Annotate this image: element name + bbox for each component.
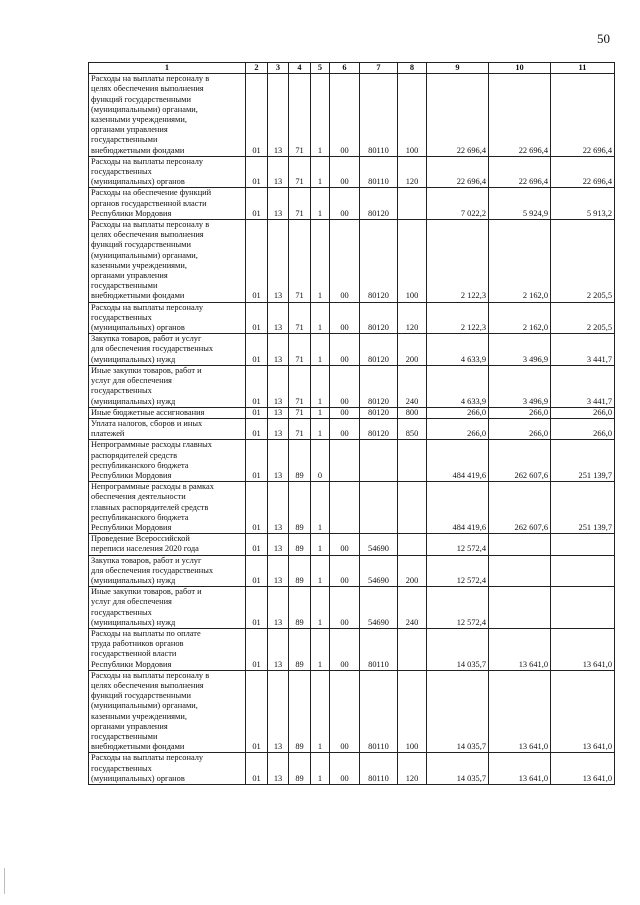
cell-c3: 13 bbox=[268, 753, 289, 785]
cell-c3: 13 bbox=[268, 440, 289, 482]
cell-c10: 2 162,0 bbox=[489, 302, 551, 334]
row-label: Непрограммные расходы в рамках обеспечения деятельности главных распорядителей средств республиканского бюджета Республики Мордовия bbox=[89, 482, 246, 534]
cell-c11: 5 913,2 bbox=[551, 188, 615, 220]
cell-c9: 14 035,7 bbox=[427, 753, 489, 785]
cell-c6: 00 bbox=[330, 74, 360, 157]
cell-c5: 0 bbox=[311, 440, 330, 482]
cell-c8 bbox=[398, 440, 427, 482]
table-row bbox=[89, 220, 615, 303]
page-number: 50 bbox=[597, 31, 610, 46]
cell-c10: 3 496,9 bbox=[489, 334, 551, 366]
cell-c11: 22 696,4 bbox=[551, 156, 615, 188]
row-label: Проведение Всероссийской переписи населения 2020 года bbox=[89, 534, 246, 555]
cell-c7: 80120 bbox=[360, 334, 398, 366]
cell-c5: 1 bbox=[311, 188, 330, 220]
cell-c8: 800 bbox=[398, 407, 427, 418]
cell-c4: 89 bbox=[289, 534, 311, 555]
cell-c3: 13 bbox=[268, 365, 289, 407]
cell-c5: 1 bbox=[311, 753, 330, 785]
cell-c6: 00 bbox=[330, 334, 360, 366]
cell-c4: 71 bbox=[289, 302, 311, 334]
cell-c10: 22 696,4 bbox=[489, 74, 551, 157]
cell-c10: 266,0 bbox=[489, 407, 551, 418]
cell-c10: 262 607,6 bbox=[489, 482, 551, 534]
column-header: 3 bbox=[268, 63, 289, 74]
cell-c6: 00 bbox=[330, 670, 360, 753]
row-label: Иные закупки товаров, работ и услуг для обеспечения государственных (муниципальных) нужд bbox=[89, 587, 246, 629]
cell-c11 bbox=[551, 555, 615, 587]
row-label: Расходы на выплаты по оплате труда работников органов государственной власти Республики Мордовия bbox=[89, 628, 246, 670]
cell-c10: 13 641,0 bbox=[489, 628, 551, 670]
cell-c5: 1 bbox=[311, 628, 330, 670]
cell-c11: 13 641,0 bbox=[551, 670, 615, 753]
row-label: Расходы на обеспечение функций органов государственной власти Республики Мордовия bbox=[89, 188, 246, 220]
cell-c3: 13 bbox=[268, 156, 289, 188]
cell-c2: 01 bbox=[246, 302, 268, 334]
cell-c10: 13 641,0 bbox=[489, 670, 551, 753]
row-label: Иные бюджетные ассигнования bbox=[89, 407, 246, 418]
cell-c4: 71 bbox=[289, 365, 311, 407]
cell-c11: 266,0 bbox=[551, 418, 615, 439]
cell-c6: 00 bbox=[330, 555, 360, 587]
cell-c7 bbox=[360, 440, 398, 482]
cell-c4: 89 bbox=[289, 587, 311, 629]
cell-c4: 89 bbox=[289, 753, 311, 785]
cell-c2: 01 bbox=[246, 628, 268, 670]
cell-c8: 120 bbox=[398, 753, 427, 785]
cell-c2: 01 bbox=[246, 482, 268, 534]
table-row bbox=[89, 628, 615, 670]
cell-c11: 2 205,5 bbox=[551, 220, 615, 303]
cell-c9: 4 633,9 bbox=[427, 365, 489, 407]
row-label: Расходы на выплаты персоналу государственных (муниципальных) органов bbox=[89, 753, 246, 785]
cell-c3: 13 bbox=[268, 220, 289, 303]
row-label: Непрограммные расходы главных распорядителей средств республиканского бюджета Республики Мордовия bbox=[89, 440, 246, 482]
cell-c4: 71 bbox=[289, 74, 311, 157]
cell-c9: 12 572,4 bbox=[427, 534, 489, 555]
cell-c6: 00 bbox=[330, 407, 360, 418]
cell-c2: 01 bbox=[246, 188, 268, 220]
cell-c2: 01 bbox=[246, 440, 268, 482]
cell-c7: 80120 bbox=[360, 407, 398, 418]
cell-c4: 71 bbox=[289, 188, 311, 220]
cell-c7: 80110 bbox=[360, 156, 398, 188]
cell-c11: 13 641,0 bbox=[551, 628, 615, 670]
cell-c2: 01 bbox=[246, 156, 268, 188]
cell-c8 bbox=[398, 628, 427, 670]
cell-c11 bbox=[551, 534, 615, 555]
cell-c10 bbox=[489, 587, 551, 629]
cell-c2: 01 bbox=[246, 365, 268, 407]
cell-c10 bbox=[489, 534, 551, 555]
cell-c3: 13 bbox=[268, 482, 289, 534]
cell-c7: 80110 bbox=[360, 753, 398, 785]
column-header: 5 bbox=[311, 63, 330, 74]
cell-c4: 71 bbox=[289, 334, 311, 366]
cell-c11: 22 696,4 bbox=[551, 74, 615, 157]
cell-c4: 71 bbox=[289, 156, 311, 188]
cell-c4: 71 bbox=[289, 220, 311, 303]
cell-c10: 13 641,0 bbox=[489, 753, 551, 785]
table-row bbox=[89, 534, 615, 555]
table-row bbox=[89, 670, 615, 753]
cell-c6: 00 bbox=[330, 302, 360, 334]
cell-c5: 1 bbox=[311, 156, 330, 188]
cell-c6: 00 bbox=[330, 156, 360, 188]
column-header: 10 bbox=[489, 63, 551, 74]
cell-c6 bbox=[330, 440, 360, 482]
table-row bbox=[89, 156, 615, 188]
cell-c6: 00 bbox=[330, 534, 360, 555]
row-label: Расходы на выплаты персоналу в целях обеспечения выполнения функций государственными (муниципальными) органами, казенными учреждениями, органами управления государственными внебюджетными фондами bbox=[89, 220, 246, 303]
cell-c3: 13 bbox=[268, 587, 289, 629]
cell-c2: 01 bbox=[246, 534, 268, 555]
cell-c2: 01 bbox=[246, 407, 268, 418]
column-header: 11 bbox=[551, 63, 615, 74]
row-label: Расходы на выплаты персоналу государственных (муниципальных) органов bbox=[89, 302, 246, 334]
cell-c6: 00 bbox=[330, 220, 360, 303]
row-label: Закупка товаров, работ и услуг для обеспечения государственных (муниципальных) нужд bbox=[89, 334, 246, 366]
cell-c4: 89 bbox=[289, 482, 311, 534]
cell-c3: 13 bbox=[268, 407, 289, 418]
scan-edge-mark bbox=[4, 868, 5, 894]
cell-c10: 262 607,6 bbox=[489, 440, 551, 482]
cell-c11: 251 139,7 bbox=[551, 482, 615, 534]
row-label: Расходы на выплаты персоналу государственных (муниципальных) органов bbox=[89, 156, 246, 188]
cell-c4: 71 bbox=[289, 407, 311, 418]
cell-c9: 2 122,3 bbox=[427, 302, 489, 334]
cell-c10: 22 696,4 bbox=[489, 156, 551, 188]
table-row bbox=[89, 555, 615, 587]
cell-c3: 13 bbox=[268, 418, 289, 439]
cell-c5: 1 bbox=[311, 74, 330, 157]
cell-c11: 3 441,7 bbox=[551, 334, 615, 366]
cell-c3: 13 bbox=[268, 670, 289, 753]
cell-c8: 120 bbox=[398, 156, 427, 188]
cell-c6: 00 bbox=[330, 587, 360, 629]
cell-c8: 100 bbox=[398, 670, 427, 753]
table-row bbox=[89, 482, 615, 534]
cell-c8 bbox=[398, 482, 427, 534]
cell-c7: 80120 bbox=[360, 302, 398, 334]
cell-c8: 240 bbox=[398, 365, 427, 407]
cell-c10: 3 496,9 bbox=[489, 365, 551, 407]
cell-c4: 89 bbox=[289, 670, 311, 753]
cell-c7: 80120 bbox=[360, 188, 398, 220]
cell-c7: 80110 bbox=[360, 670, 398, 753]
cell-c8: 100 bbox=[398, 220, 427, 303]
cell-c5: 1 bbox=[311, 555, 330, 587]
cell-c2: 01 bbox=[246, 220, 268, 303]
cell-c6: 00 bbox=[330, 188, 360, 220]
column-header: 9 bbox=[427, 63, 489, 74]
cell-c9: 2 122,3 bbox=[427, 220, 489, 303]
cell-c7 bbox=[360, 482, 398, 534]
cell-c5: 1 bbox=[311, 534, 330, 555]
cell-c3: 13 bbox=[268, 334, 289, 366]
row-label: Уплата налогов, сборов и иных платежей bbox=[89, 418, 246, 439]
table-row bbox=[89, 302, 615, 334]
cell-c3: 13 bbox=[268, 74, 289, 157]
cell-c11: 266,0 bbox=[551, 407, 615, 418]
cell-c9: 22 696,4 bbox=[427, 74, 489, 157]
cell-c5: 1 bbox=[311, 334, 330, 366]
cell-c9: 22 696,4 bbox=[427, 156, 489, 188]
cell-c2: 01 bbox=[246, 334, 268, 366]
table-row bbox=[89, 753, 615, 785]
cell-c5: 1 bbox=[311, 418, 330, 439]
cell-c2: 01 bbox=[246, 418, 268, 439]
cell-c10: 266,0 bbox=[489, 418, 551, 439]
table-row bbox=[89, 365, 615, 407]
row-label: Закупка товаров, работ и услуг для обеспечения государственных (муниципальных) нужд bbox=[89, 555, 246, 587]
cell-c9: 4 633,9 bbox=[427, 334, 489, 366]
cell-c3: 13 bbox=[268, 534, 289, 555]
cell-c9: 14 035,7 bbox=[427, 670, 489, 753]
column-header: 7 bbox=[360, 63, 398, 74]
cell-c5: 1 bbox=[311, 670, 330, 753]
cell-c5: 1 bbox=[311, 587, 330, 629]
cell-c2: 01 bbox=[246, 74, 268, 157]
cell-c8 bbox=[398, 534, 427, 555]
cell-c9: 12 572,4 bbox=[427, 587, 489, 629]
cell-c3: 13 bbox=[268, 628, 289, 670]
cell-c4: 89 bbox=[289, 628, 311, 670]
cell-c7: 54690 bbox=[360, 534, 398, 555]
table-row bbox=[89, 407, 615, 418]
column-header: 6 bbox=[330, 63, 360, 74]
column-header: 8 bbox=[398, 63, 427, 74]
cell-c7: 80120 bbox=[360, 418, 398, 439]
cell-c5: 1 bbox=[311, 220, 330, 303]
cell-c2: 01 bbox=[246, 555, 268, 587]
cell-c6: 00 bbox=[330, 365, 360, 407]
cell-c9: 14 035,7 bbox=[427, 628, 489, 670]
cell-c4: 89 bbox=[289, 555, 311, 587]
cell-c8: 200 bbox=[398, 334, 427, 366]
cell-c7: 54690 bbox=[360, 587, 398, 629]
table-row bbox=[89, 74, 615, 157]
cell-c8 bbox=[398, 188, 427, 220]
row-label: Иные закупки товаров, работ и услуг для обеспечения государственных (муниципальных) нужд bbox=[89, 365, 246, 407]
cell-c7: 80110 bbox=[360, 74, 398, 157]
cell-c5: 1 bbox=[311, 407, 330, 418]
cell-c9: 7 022,2 bbox=[427, 188, 489, 220]
table-row bbox=[89, 440, 615, 482]
cell-c8: 850 bbox=[398, 418, 427, 439]
cell-c7: 80110 bbox=[360, 628, 398, 670]
cell-c3: 13 bbox=[268, 188, 289, 220]
cell-c5: 1 bbox=[311, 365, 330, 407]
cell-c2: 01 bbox=[246, 670, 268, 753]
cell-c11 bbox=[551, 587, 615, 629]
table-row bbox=[89, 188, 615, 220]
column-header: 4 bbox=[289, 63, 311, 74]
row-label: Расходы на выплаты персоналу в целях обеспечения выполнения функций государственными (муниципальными) органами, казенными учреждениями, органами управления государственными внебюджетными фондами bbox=[89, 670, 246, 753]
row-label: Расходы на выплаты персоналу в целях обеспечения выполнения функций государственными (муниципальными) органами, казенными учреждениями, органами управления государственными внебюджетными фондами bbox=[89, 74, 246, 157]
cell-c11: 3 441,7 bbox=[551, 365, 615, 407]
cell-c9: 12 572,4 bbox=[427, 555, 489, 587]
cell-c9: 484 419,6 bbox=[427, 440, 489, 482]
table-row bbox=[89, 587, 615, 629]
table-row bbox=[89, 334, 615, 366]
cell-c11: 13 641,0 bbox=[551, 753, 615, 785]
cell-c6: 00 bbox=[330, 418, 360, 439]
cell-c6: 00 bbox=[330, 753, 360, 785]
cell-c9: 266,0 bbox=[427, 407, 489, 418]
cell-c8: 200 bbox=[398, 555, 427, 587]
cell-c8: 100 bbox=[398, 74, 427, 157]
cell-c4: 71 bbox=[289, 418, 311, 439]
cell-c4: 89 bbox=[289, 440, 311, 482]
cell-c5: 1 bbox=[311, 302, 330, 334]
cell-c3: 13 bbox=[268, 555, 289, 587]
cell-c6: 00 bbox=[330, 628, 360, 670]
cell-c10 bbox=[489, 555, 551, 587]
cell-c2: 01 bbox=[246, 587, 268, 629]
cell-c7: 54690 bbox=[360, 555, 398, 587]
cell-c9: 266,0 bbox=[427, 418, 489, 439]
cell-c11: 2 205,5 bbox=[551, 302, 615, 334]
cell-c8: 240 bbox=[398, 587, 427, 629]
cell-c10: 5 924,9 bbox=[489, 188, 551, 220]
column-header: 2 bbox=[246, 63, 268, 74]
cell-c7: 80120 bbox=[360, 365, 398, 407]
budget-table bbox=[88, 62, 615, 785]
header-row bbox=[89, 63, 615, 74]
cell-c5: 1 bbox=[311, 482, 330, 534]
cell-c6 bbox=[330, 482, 360, 534]
cell-c11: 251 139,7 bbox=[551, 440, 615, 482]
cell-c9: 484 419,6 bbox=[427, 482, 489, 534]
cell-c8: 120 bbox=[398, 302, 427, 334]
cell-c10: 2 162,0 bbox=[489, 220, 551, 303]
cell-c2: 01 bbox=[246, 753, 268, 785]
column-header: 1 bbox=[89, 63, 246, 74]
table-row bbox=[89, 418, 615, 439]
cell-c3: 13 bbox=[268, 302, 289, 334]
cell-c7: 80120 bbox=[360, 220, 398, 303]
